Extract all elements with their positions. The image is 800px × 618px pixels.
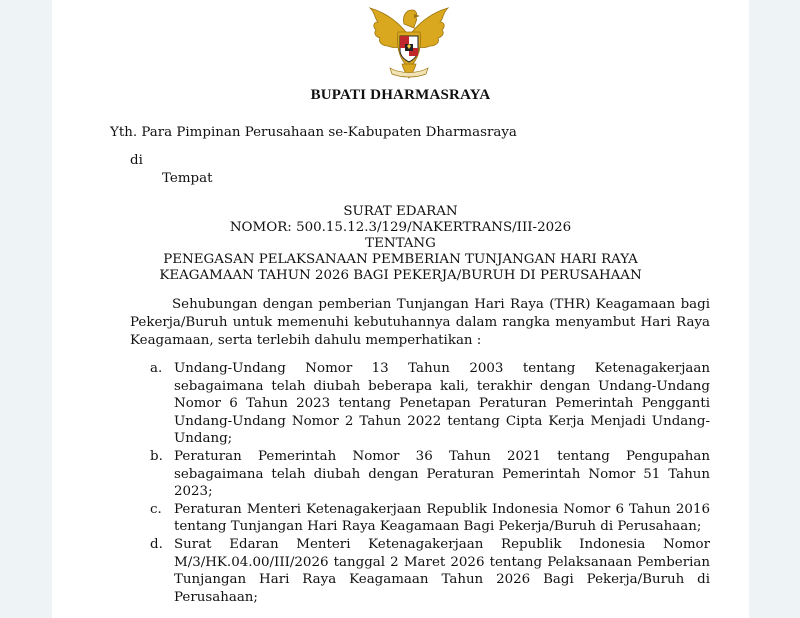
letter-subject-line-1: PENEGASAN PELAKSANAAN PEMBERIAN TUNJANGAN HARI RAYA xyxy=(163,252,638,267)
considerations-list xyxy=(150,360,710,606)
list-marker: d. xyxy=(150,536,163,552)
intro-paragraph: Sehubungan dengan pemberian Tunjangan Hari Raya (THR) Keagamaan bagi Pekerja/Buruh untuk memenuhi kebutuhannya dalam rangka menyambut Hari Raya Keagamaan, serta terlebih dahulu memperhatikan : xyxy=(130,297,710,348)
list-item-text: Peraturan Menteri Ketenagakerjaan Republik Indonesia Nomor 6 Tahun 2016 tentang Tunjangan Hari Raya Keagamaan Bagi Pekerja/Buruh di Perusahaan; xyxy=(174,501,710,535)
letter-subject-line-2: KEAGAMAAN TAHUN 2026 BAGI PEKERJA/BURUH DI PERUSAHAAN xyxy=(159,268,642,283)
letter-type: SURAT EDARAN xyxy=(343,204,458,219)
list-item xyxy=(150,360,710,448)
list-item xyxy=(150,501,710,536)
di-line: di xyxy=(130,153,143,168)
place-line: Tempat xyxy=(162,171,213,186)
list-marker: b. xyxy=(150,448,163,464)
garuda-pancasila-emblem-icon xyxy=(366,2,452,80)
list-item-text: Undang-Undang Nomor 13 Tahun 2003 tentang Ketenagakerjaan sebagaimana telah diubah beberapa kali, terakhir dengan Undang-Undang Nomor 6 Tahun 2023 tentang Penetapan Peraturan Pemerintah Pengganti Undang-Undang Nomor 2 Tahun 2022 tentang Cipta Kerja Menjadi Undang-Undang; xyxy=(174,361,710,447)
list-item-text: Peraturan Pemerintah Nomor 36 Tahun 2021 tentang Pengupahan sebagaimana telah diubah dengan Peraturan Pemerintah Nomor 51 Tahun 2023; xyxy=(174,448,710,500)
issuer-title: BUPATI DHARMASRAYA xyxy=(310,87,491,103)
document-page xyxy=(52,0,749,618)
letter-number: NOMOR: 500.15.12.3/129/NAKERTRANS/III-2026 xyxy=(229,220,572,235)
list-item xyxy=(150,448,710,501)
letter-about: TENTANG xyxy=(365,236,436,251)
list-marker: a. xyxy=(150,361,163,376)
list-item-text: Surat Edaran Menteri Ketenagakerjaan Republik Indonesia Nomor M/3/HK.04.00/III/2026 tanggal 2 Maret 2026 tentang Pelaksanaan Pemberian Tunjangan Hari Raya Keagamaan Tahun 2026 Bagi Pekerja/Buruh di Perusahaan; xyxy=(174,536,710,605)
list-marker: c. xyxy=(150,501,162,517)
list-item xyxy=(150,536,710,606)
recipient-line: Yth. Para Pimpinan Perusahaan se-Kabupaten Dharmasraya xyxy=(110,125,517,140)
